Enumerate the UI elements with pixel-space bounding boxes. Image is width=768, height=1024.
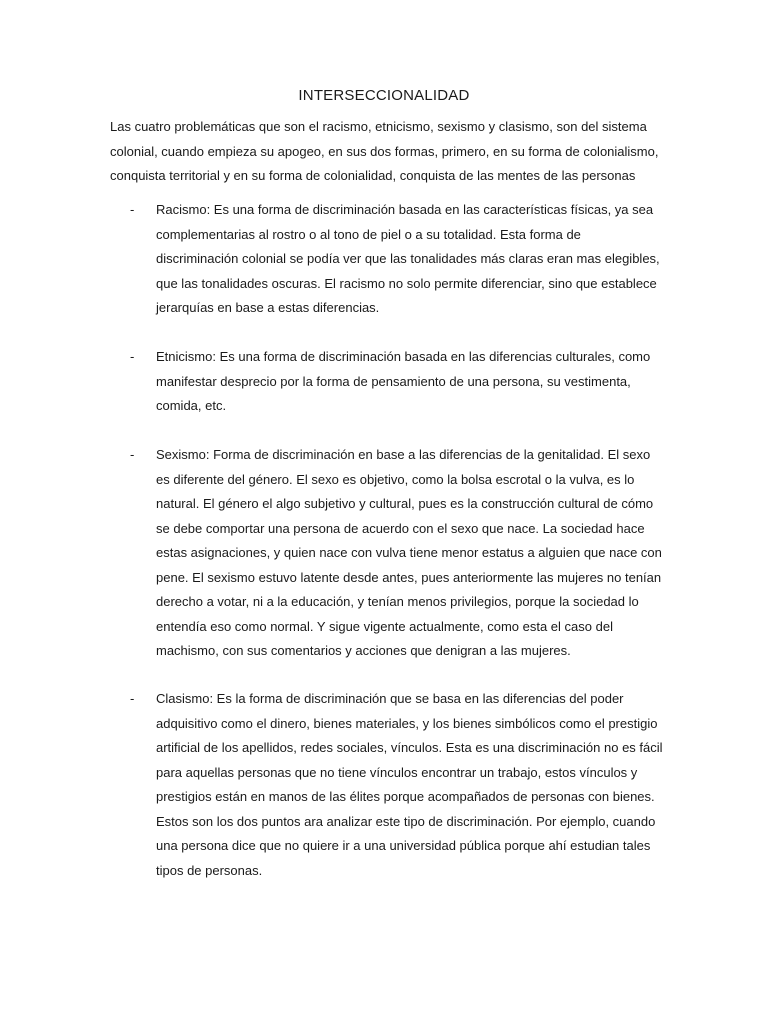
bullet-dash: - bbox=[130, 447, 135, 462]
bullet-dash: - bbox=[130, 349, 135, 364]
bullet-dash: - bbox=[130, 202, 135, 217]
list-item-text: Clasismo: Es la forma de discriminación que se basa en las diferencias del poder adquisitivo como el dinero, bienes materiales, y los bienes simbólicos como el prestigio artificial de los apellidos, redes sociales, vínculos. Esta es una discriminación no es fácil para aquellas personas que no tiene vínculos encontrar un trabajo, estos vínculos y prestigios están en manos de las élites porque acompañados de personas con bienes. Estos son los dos puntos ara analizar este tipo de discriminación. Por ejemplo, cuando una persona dice que no quiere ir a una universidad pública porque ahí estudian tales tipos de personas. bbox=[156, 691, 663, 878]
list-item-text: Racismo: Es una forma de discriminación basada en las características físicas, ya sea complementarias al rostro o al tono de piel o a su totalidad. Esta forma de discriminación colonial se podía ver que las tonalidades más claras eran mas elegibles, que las tonalidades oscuras. El racismo no solo permite diferenciar, sino que establece jerarquías en base a estas diferencias. bbox=[156, 202, 660, 315]
bullet-dash: - bbox=[130, 691, 135, 706]
document-title: INTERSECCIONALIDAD bbox=[298, 87, 470, 104]
list-item-text: Sexismo: Forma de discriminación en base a las diferencias de la genitalidad. El sexo es diferente del género. El sexo es objetivo, como la bolsa escrotal o la vulva, es lo natural. El género el algo subjetivo y cultural, pues es la construcción cultural de cómo se debe comportar una persona de acuerdo con el sexo que nace. La sociedad hace estas asignaciones, y quien nace con vulva tiene menor estatus a alguien que nace con pene. El sexismo estuvo latente desde antes, pues anteriormente las mujeres no tenían derecho a votar, ni a la educación, y tenían menos privilegios, porque la sociedad lo entendía eso como normal. Y sigue vigente actualmente, como esta el caso del machismo, con sus comentarios y acciones que denigran a las mujeres. bbox=[156, 447, 662, 658]
intro-paragraph: Las cuatro problemáticas que son el racismo, etnicismo, sexismo y clasismo, son del sistema colonial, cuando empieza su apogeo, en sus dos formas, primero, en su forma de colonialismo, conquista territorial y en su forma de colonialidad, conquista de las mentes de las personas bbox=[110, 119, 659, 183]
list-item-text: Etnicismo: Es una forma de discriminación basada en las diferencias culturales, como manifestar desprecio por la forma de pensamiento de una persona, su vestimenta, comida, etc. bbox=[156, 349, 651, 413]
